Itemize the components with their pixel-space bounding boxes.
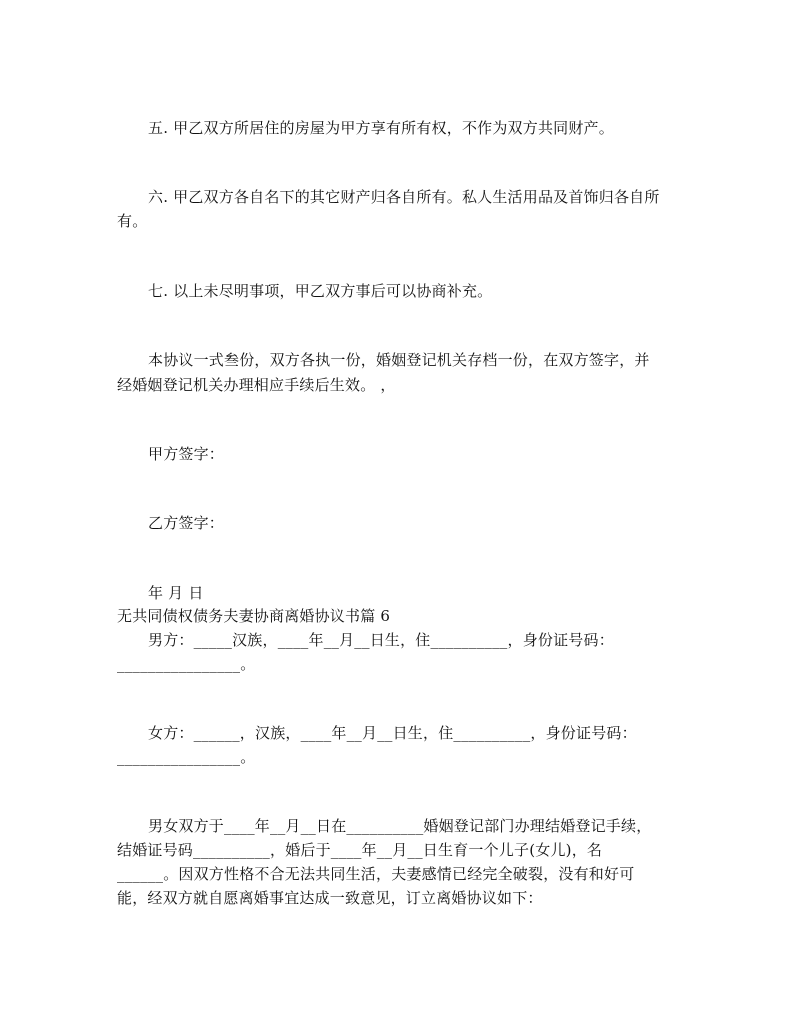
party-a-signature-label: 甲方签字： [148, 445, 225, 463]
section-title: 无共同债权债务夫妻协商离婚协议书篇 6 [117, 607, 391, 625]
marriage-paragraph-line-3: ______。因双方性格不合无法共同生活，夫妻感情已经完全破裂，没有和好可 [117, 865, 635, 883]
female-party-line-1: 女方：______，汉族，____年__月__日生，住__________，身份证号码： [148, 724, 637, 742]
male-party-line-2: ________________。 [117, 655, 256, 673]
clause-6-line-2: 有。 [117, 212, 148, 230]
agreement-line-2: 经婚姻登记机关办理相应手续后生效。 ， [117, 376, 396, 394]
party-b-signature-label: 乙方签字： [148, 514, 225, 532]
marriage-paragraph-line-4: 能，经双方就自愿离婚事宜达成一致意见，订立离婚协议如下： [117, 889, 543, 907]
date-line: 年 月 日 [148, 584, 204, 602]
marriage-paragraph-line-1: 男女双方于____年__月__日在__________婚姻登记部门办理结婚登记手续， [148, 817, 652, 835]
female-party-line-2: ________________。 [117, 748, 256, 766]
clause-7: 七. 以上未尽明事项，甲乙双方事后可以协商补充。 [148, 282, 493, 300]
male-party-line-1: 男方：_____汉族，____年__月__日生，住__________，身份证号码： [148, 631, 614, 649]
agreement-line-1: 本协议一式叁份，双方各执一份，婚姻登记机关存档一份，在双方签字，并 [148, 351, 650, 369]
clause-6-line-1: 六. 甲乙双方各自名下的其它财产归各自所有。私人生活用品及首饰归各自所 [148, 188, 660, 206]
marriage-paragraph-line-2: 结婚证号码__________，婚后于____年__月__日生育一个儿子(女儿)，名 [117, 841, 603, 859]
clause-5: 五. 甲乙双方所居住的房屋为甲方享有所有权，不作为双方共同财产。 [148, 119, 614, 137]
